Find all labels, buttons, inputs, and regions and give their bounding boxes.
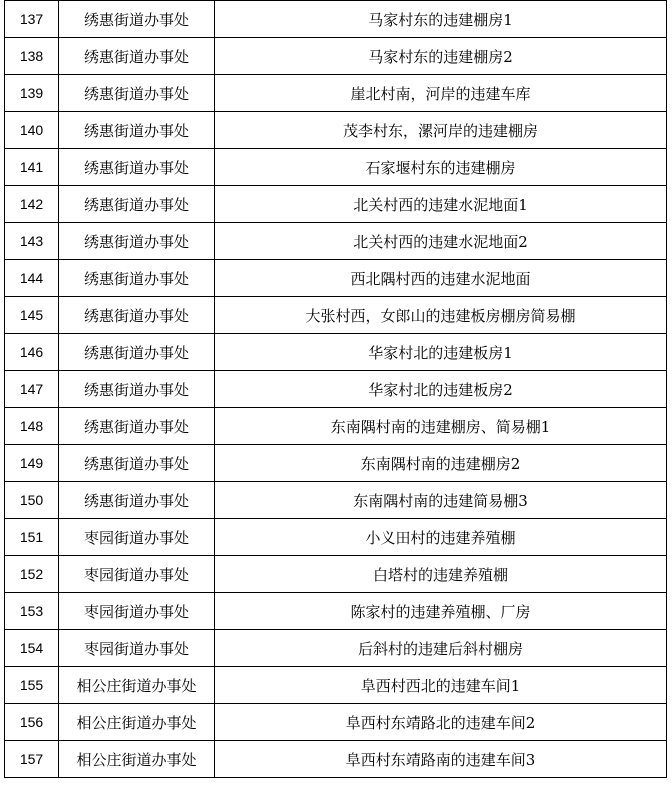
row-number: 141 <box>5 149 59 186</box>
table-row <box>5 1 667 38</box>
description-cell: 东南隅村南的违建棚房、简易棚1 <box>215 408 667 445</box>
description-cell: 北关村西的违建水泥地面1 <box>215 186 667 223</box>
description-cell: 小义田村的违建养殖棚 <box>215 519 667 556</box>
table-row <box>5 112 667 149</box>
row-number: 142 <box>5 186 59 223</box>
record-table-body <box>5 1 667 778</box>
row-number: 151 <box>5 519 59 556</box>
office-cell: 绣惠街道办事处 <box>59 260 215 297</box>
office-cell: 绣惠街道办事处 <box>59 482 215 519</box>
description-cell: 东南隅村南的违建棚房2 <box>215 445 667 482</box>
office-cell: 绣惠街道办事处 <box>59 149 215 186</box>
table-row <box>5 556 667 593</box>
table-row <box>5 667 667 704</box>
office-cell: 绣惠街道办事处 <box>59 371 215 408</box>
office-cell: 枣园街道办事处 <box>59 519 215 556</box>
office-cell: 绣惠街道办事处 <box>59 297 215 334</box>
office-cell: 绣惠街道办事处 <box>59 334 215 371</box>
office-cell: 枣园街道办事处 <box>59 593 215 630</box>
table-row <box>5 408 667 445</box>
row-number: 138 <box>5 38 59 75</box>
office-cell: 绣惠街道办事处 <box>59 186 215 223</box>
office-cell: 绣惠街道办事处 <box>59 112 215 149</box>
row-number: 152 <box>5 556 59 593</box>
table-row <box>5 630 667 667</box>
row-number: 154 <box>5 630 59 667</box>
row-number: 137 <box>5 1 59 38</box>
office-cell: 枣园街道办事处 <box>59 630 215 667</box>
description-cell: 阜西村西北的违建车间1 <box>215 667 667 704</box>
office-cell: 绣惠街道办事处 <box>59 75 215 112</box>
office-cell: 绣惠街道办事处 <box>59 223 215 260</box>
office-cell: 绣惠街道办事处 <box>59 38 215 75</box>
table-row <box>5 704 667 741</box>
office-cell: 相公庄街道办事处 <box>59 704 215 741</box>
table-row <box>5 519 667 556</box>
description-cell: 白塔村的违建养殖棚 <box>215 556 667 593</box>
row-number: 155 <box>5 667 59 704</box>
description-cell: 阜西村东靖路北的违建车间2 <box>215 704 667 741</box>
table-row <box>5 445 667 482</box>
description-cell: 大张村西，女郎山的违建板房棚房简易棚 <box>215 297 667 334</box>
row-number: 148 <box>5 408 59 445</box>
office-cell: 绣惠街道办事处 <box>59 1 215 38</box>
row-number: 144 <box>5 260 59 297</box>
row-number: 146 <box>5 334 59 371</box>
table-row <box>5 38 667 75</box>
office-cell: 绣惠街道办事处 <box>59 445 215 482</box>
office-cell: 相公庄街道办事处 <box>59 667 215 704</box>
table-row <box>5 482 667 519</box>
record-table <box>4 0 667 778</box>
description-cell: 马家村东的违建棚房1 <box>215 1 667 38</box>
row-number: 143 <box>5 223 59 260</box>
description-cell: 崖北村南，河岸的违建车库 <box>215 75 667 112</box>
row-number: 139 <box>5 75 59 112</box>
description-cell: 北关村西的违建水泥地面2 <box>215 223 667 260</box>
table-row <box>5 334 667 371</box>
table-row <box>5 260 667 297</box>
description-cell: 马家村东的违建棚房2 <box>215 38 667 75</box>
table-row <box>5 223 667 260</box>
table-row <box>5 149 667 186</box>
description-cell: 石家堰村东的违建棚房 <box>215 149 667 186</box>
description-cell: 华家村北的违建板房2 <box>215 371 667 408</box>
table-row <box>5 741 667 778</box>
table-row <box>5 371 667 408</box>
description-cell: 后斜村的违建后斜村棚房 <box>215 630 667 667</box>
row-number: 145 <box>5 297 59 334</box>
table-row <box>5 593 667 630</box>
row-number: 140 <box>5 112 59 149</box>
office-cell: 相公庄街道办事处 <box>59 741 215 778</box>
table-row <box>5 186 667 223</box>
table-row <box>5 75 667 112</box>
row-number: 153 <box>5 593 59 630</box>
row-number: 157 <box>5 741 59 778</box>
office-cell: 绣惠街道办事处 <box>59 408 215 445</box>
record-table-container <box>4 0 667 778</box>
row-number: 150 <box>5 482 59 519</box>
description-cell: 华家村北的违建板房1 <box>215 334 667 371</box>
description-cell: 东南隅村南的违建简易棚3 <box>215 482 667 519</box>
table-row <box>5 297 667 334</box>
row-number: 149 <box>5 445 59 482</box>
office-cell: 枣园街道办事处 <box>59 556 215 593</box>
description-cell: 茂李村东，漯河岸的违建棚房 <box>215 112 667 149</box>
row-number: 156 <box>5 704 59 741</box>
row-number: 147 <box>5 371 59 408</box>
description-cell: 西北隅村西的违建水泥地面 <box>215 260 667 297</box>
description-cell: 陈家村的违建养殖棚、厂房 <box>215 593 667 630</box>
description-cell: 阜西村东靖路南的违建车间3 <box>215 741 667 778</box>
